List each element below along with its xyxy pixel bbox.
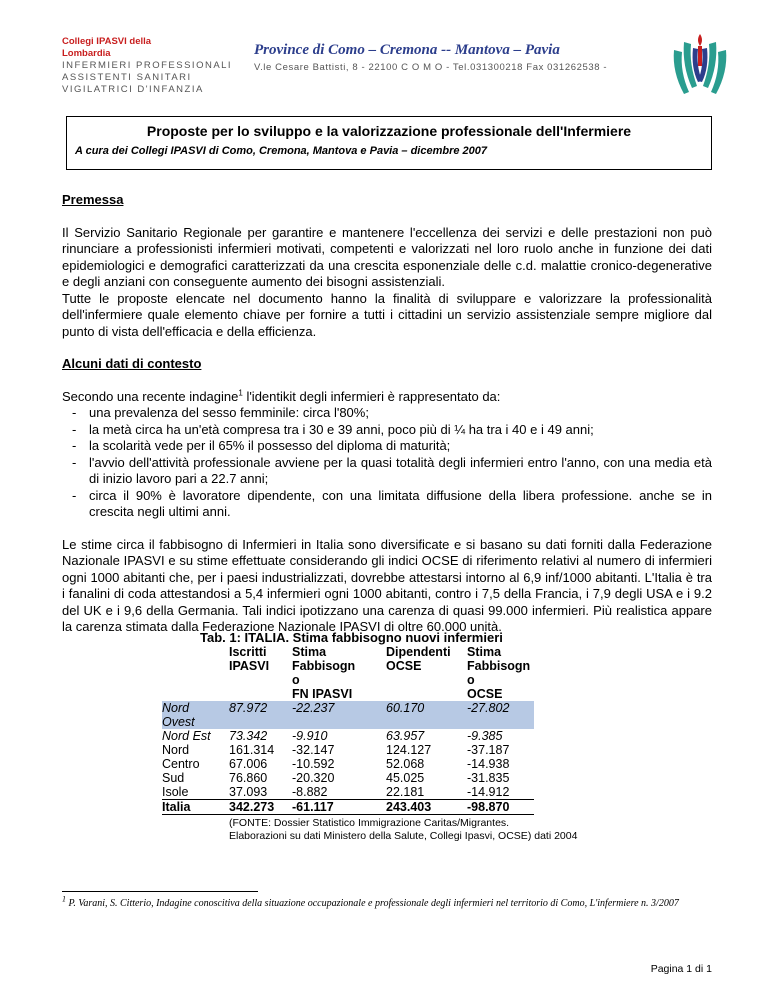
footnote-ref: 1: [238, 388, 243, 398]
table-source: [229, 817, 722, 843]
table-cell: 124.127: [386, 743, 432, 757]
footnote-separator: [62, 891, 258, 892]
table-cell: 342.273: [229, 800, 292, 815]
row-label: Nord Ovest: [162, 701, 229, 729]
table-cell: -31.835: [467, 771, 510, 785]
table-cell: 73.342: [229, 729, 268, 743]
table-row: [162, 757, 534, 771]
table-header: Stima Fabbisogn o FN IPASVI: [292, 645, 356, 701]
ipasvi-logo-icon: [660, 28, 740, 108]
provinces-title: Province di Como – Cremona -- Mantova – Pavia: [254, 42, 560, 58]
table-cell: 67.006: [229, 757, 268, 771]
table-row: [162, 771, 534, 785]
table-cell: -20.320: [292, 771, 335, 785]
table-cell: -14.912: [467, 785, 510, 799]
table-cell: 63.957: [386, 729, 425, 743]
row-label: Italia: [162, 800, 229, 815]
table-cell: -32.147: [292, 743, 335, 757]
title-box: [66, 116, 712, 170]
footnote-mark: 1: [62, 894, 66, 904]
identikit-list: [62, 405, 712, 521]
fabbisogno-table: [162, 645, 534, 815]
table-title: Tab. 1: ITALIA. Stima fabbisogno nuovi infermieri: [200, 630, 503, 645]
address-line: V.le Cesare Battisti, 8 - 22100 C O M O - Tel.031300218 Fax 031262538 -: [254, 62, 608, 73]
table-row: [162, 800, 534, 815]
document-subtitle: A cura dei Collegi IPASVI di Como, Cremona, Mantova e Pavia – dicembre 2007: [75, 145, 488, 157]
table-cell: 161.314: [229, 743, 275, 757]
table-row: [162, 743, 534, 757]
table-row: [162, 729, 534, 743]
footnote: [62, 894, 712, 910]
premessa-paragraph-1: Il Servizio Sanitario Regionale per garantire e mantenere l'eccellenza dei servizi e delle prestazioni non può rinunciare a professionisti infermieri motivati, competenti e valorizzati nel loro ruolo anche in funzione dei dati epidemiologici e demografici caratterizzati da una crescita esponenziale delle c.d. malattie cronico-degenerative e degli anziani con conseguente aumento dei bisogni assistenziali.: [62, 224, 712, 289]
list-item: - la scolarità vede per il 65% il possesso del diploma di maturità;: [62, 438, 712, 455]
table-cell: -14.938: [467, 757, 510, 771]
org-category-1: INFERMIERI PROFESSIONALI: [62, 60, 233, 71]
table-header-row: [162, 645, 534, 701]
contesto-heading: Alcuni dati di contesto: [62, 356, 202, 371]
row-label: Sud: [162, 771, 185, 785]
table-cell: -61.117: [292, 800, 386, 815]
table-cell: -9.385: [467, 729, 503, 743]
org-categories: [62, 60, 232, 96]
table-cell: -27.802: [467, 701, 534, 729]
letterhead: [62, 36, 712, 106]
page-number: Pagina 1 di 1: [650, 963, 712, 975]
row-label: Nord: [162, 743, 190, 757]
table-row: [162, 701, 534, 729]
table-source-line-2: Elaborazioni su dati Ministero della Salute, Collegi Ipasvi, OCSE) dati 2004: [229, 830, 578, 842]
contesto-paragraph: Le stime circa il fabbisogno di Infermieri in Italia sono diversificate e si basano su dati forniti dalla Federazione Nazionale IPASVI e su stime effettuate considerando gli indici OCSE di riferimento relativi al numero di infermieri ogni 1000 abitanti che, per i paesi industrializzati, dovrebbe attestarsi intorno al 6,9 inf/1000 abitanti. L'Italia è tra i fanalini di coda attestandosi a 5,4 infermieri ogni 1000 abitanti, contro i 7,5 della Francia, i 7,9 degli USA e i 9.2 del UK e i 9,6 della Germania. Tali indici ipotizzano una carenza di quasi 99.000 infermieri. Più realistica appare la carenza stimata dalla Federazione Nazionale IPASVI di oltre 60.000 unità.: [62, 536, 712, 634]
table-cell: 87.972: [229, 701, 292, 729]
table-cell: -98.870: [467, 800, 534, 815]
table-cell: -8.882: [292, 785, 328, 799]
premessa-heading: Premessa: [62, 192, 124, 207]
row-label: Nord Est: [162, 729, 211, 743]
table-cell: 45.025: [386, 771, 425, 785]
table-row: [162, 785, 534, 800]
list-item: - l'avvio dell'attività professionale avviene per la quasi totalità degli infermieri entro l'anno, con una media età di inizio lavoro pari a 22.7 anni;: [62, 455, 712, 488]
table-cell: 60.170: [386, 701, 467, 729]
row-label: Isole: [162, 785, 189, 799]
table-header: Iscritti IPASVI: [229, 645, 270, 673]
org-category-2: ASSISTENTI SANITARI: [62, 72, 192, 83]
contesto-intro-b: l'identikit degli infermieri è rappresentato da:: [242, 388, 501, 404]
document-body: [62, 192, 712, 636]
table-cell: 52.068: [386, 757, 425, 771]
table-header: Dipendenti OCSE: [386, 645, 451, 673]
document-title: Proposte per lo sviluppo e la valorizzazione professionale dell'Infermiere: [146, 123, 632, 139]
table-cell: -37.187: [467, 743, 510, 757]
list-item: - una prevalenza del sesso femminile: circa l'80%;: [62, 405, 712, 422]
table-cell: -10.592: [292, 757, 335, 771]
table-cell: -22.237: [292, 701, 386, 729]
footnote-text: P. Varani, S. Citterio, Indagine conoscitiva della situazione occupazionale e professionale degli infermieri nel territorio di Como, L'infermiere n. 3/2007: [66, 898, 679, 909]
table-header: [162, 645, 229, 701]
table-cell: 22.181: [386, 785, 425, 799]
contesto-intro: [62, 389, 712, 406]
table-cell: 76.860: [229, 771, 268, 785]
table-cell: 243.403: [386, 800, 467, 815]
contesto-intro-a: Secondo una recente indagine: [62, 388, 239, 404]
table-cell: -9.910: [292, 729, 328, 743]
org-category-3: VIGILATRICI D'INFANZIA: [62, 84, 204, 95]
table-block: [162, 630, 722, 843]
org-name: Collegi IPASVI della Lombardia: [62, 36, 152, 59]
row-label: Centro: [162, 757, 200, 771]
table-header: Stima Fabbisogn o OCSE: [467, 645, 531, 701]
list-item: - circa il 90% è lavoratore dipendente, con una limitata diffusione della libera professione. anche se in crescita negli ultimi anni.: [62, 488, 712, 521]
premessa-paragraph-2: Tutte le proposte elencate nel documento hanno la finalità di sviluppare e valorizzare la professionalità dell'infermiere quale elemento chiave per fornire a tutti i cittadini un servizio assistenziale sempre migliore dal punto di vista dell'efficacia e della efficienza.: [62, 290, 712, 339]
table-source-line-1: (FONTE: Dossier Statistico Immigrazione Caritas/Migrantes.: [229, 817, 510, 829]
table-cell: 37.093: [229, 785, 268, 799]
list-item: - la metà circa ha un'età compresa tra i 30 e 39 anni, poco più di ¼ ha tra i 40 e i 49 anni;: [62, 422, 712, 439]
